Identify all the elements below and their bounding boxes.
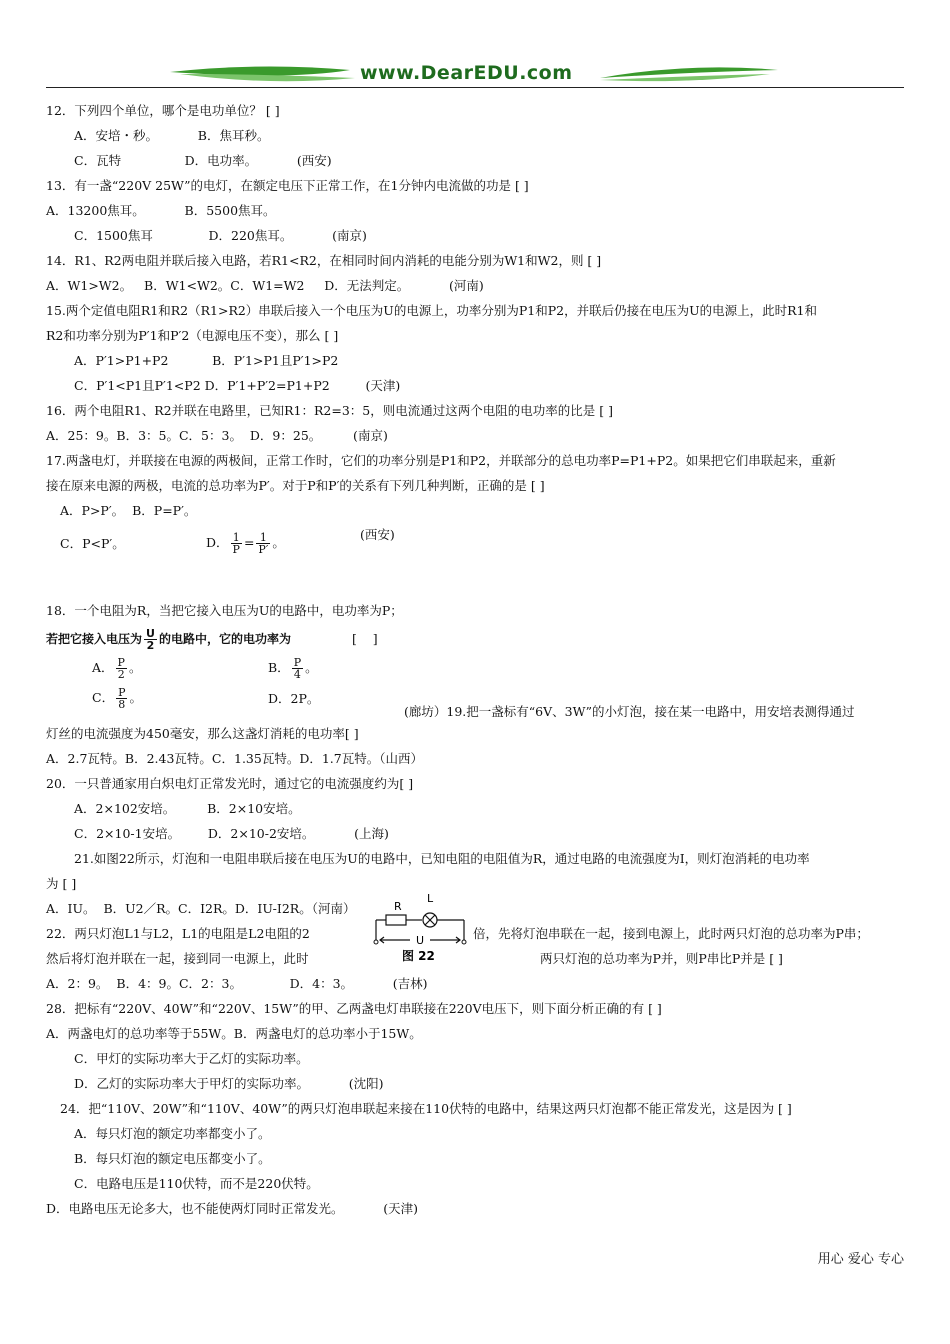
q17-source: (西安)	[360, 527, 395, 542]
fraction-1-over-p-prime: $\frac{1}{P'}$	[258, 531, 269, 556]
q22-stem-1: 22．两只灯泡L1与L2，L1的电阻是L2电阻的2	[46, 926, 310, 941]
figure-caption: 图 22	[402, 949, 435, 963]
q18-option-d: D．2P。	[268, 691, 320, 706]
q19-stem-2: 灯丝的电流强度为450毫安，那么这盏灯消耗的电功率[ ]	[46, 726, 359, 741]
q18-option-b: B． $\frac{P}{4}$ 。	[268, 656, 318, 681]
q14-stem: 14．R1、R2两电阻并联后接入电路，若R1<R2，在相同时间内消耗的电能分别为W1和W2，则 [ ]	[46, 253, 602, 268]
voltage-label: U	[416, 934, 425, 947]
q20-options-cd: C．2×10-1安培。 D．2×10-2安培。 (上海)	[74, 826, 389, 841]
q13-stem: 13．有一盏“220V 25W”的电灯，在额定电压下正常工作，在1分钟内电流做的功是 [ ]	[46, 178, 529, 193]
fraction-u-over-2: $\frac{U}{2}$	[146, 627, 155, 652]
q18-answer-bracket: [ ]	[352, 631, 378, 646]
q17-stem-2: 接在原来电源的两极，电流的总功率为P′。对于P和P′的关系有下列几种判断，正确的是 [ ]	[46, 478, 545, 493]
q12-stem: 12．下列四个单位，哪个是电功单位？ [ ]	[46, 103, 280, 118]
logo-text: www.DearEDU.com	[360, 62, 573, 84]
q12-options-cd: C．瓦特 D．电功率。 (西安)	[74, 153, 332, 168]
q22-options: A．2：9。 B．4：9。C．2：3。 D．4：3。 (吉林)	[46, 976, 428, 991]
q22-stem-2: 然后将灯泡并联在一起，接到同一电源上，此时	[46, 951, 309, 966]
site-logo	[170, 60, 780, 88]
q13-options-cd: C．1500焦耳 D．220焦耳。 (南京)	[74, 228, 367, 243]
q24-option-c: C．电路电压是110伏特，而不是220伏特。	[74, 1176, 319, 1191]
q18-option-c: C． $\frac{P}{8}$ 。	[92, 686, 142, 711]
q17-options-ab: A．P>P′。 B．P=P′。	[60, 503, 197, 518]
q18-stem-2: 若把它接入电压为 $\frac{U}{2}$ 的电路中，它的电功率为	[46, 627, 291, 652]
q20-options-ab: A．2×102安培。 B．2×10安培。	[74, 801, 301, 816]
q22-stem-2-continued: 两只灯泡的总功率为P并，则P串比P并是 [ ]	[540, 951, 783, 966]
q14-options: A．W1>W2。 B．W1<W2。C．W1=W2 D．无法判定。 (河南)	[46, 278, 484, 293]
q15-stem-1: 15.两个定值电阻R1和R2（R1>R2）串联后接入一个电压为U的电源上，功率分别为P1和P2，并联后仍接在电压为U的电源上，此时R1和	[46, 303, 817, 318]
q12-options-ab: A．安培・秒。 B．焦耳秒。	[74, 128, 270, 143]
q22-stem-1-continued: 倍，先将灯泡串联在一起，接到电源上，此时两只灯泡的总功率为P串；	[473, 926, 869, 941]
q19-stem-1: (廊坊）19.把一盏标有“6V、3W”的小灯泡，接在某一电路中，用安培表测得通过	[404, 704, 855, 719]
q17-option-d: D． $\frac{1}{P}$ = $\frac{1}{P'}$ 。	[206, 531, 285, 556]
q28-option-d: D．乙灯的实际功率大于甲灯的实际功率。 (沈阳)	[74, 1076, 384, 1091]
q15-options-ab: A．P′1>P1+P2 B．P′1>P1且P′1>P2	[74, 353, 339, 368]
resistor-label: R	[394, 900, 402, 913]
q19-options: A．2.7瓦特。B．2.43瓦特。C．1.35瓦特。D．1.7瓦特。（山西）	[46, 751, 423, 766]
q20-stem: 20．一只普通家用白炽电灯正常发光时，通过它的电流强度约为[ ]	[46, 776, 414, 791]
fraction-1-over-p: $\frac{1}{P}$	[232, 531, 240, 556]
q18-option-a: A． $\frac{P}{2}$ 。	[92, 656, 142, 681]
q21-stem-2: 为 [ ]	[46, 876, 77, 891]
q28-option-c: C．甲灯的实际功率大于乙灯的实际功率。	[74, 1051, 309, 1066]
q15-stem-2: R2和功率分别为P′1和P′2（电源电压不变），那么 [ ]	[46, 328, 339, 343]
q17-option-c: C．P<P′。	[60, 536, 125, 551]
q16-options: A．25：9。B．3：5。C．5：3。 D．9：25。 (南京)	[46, 428, 388, 443]
q24-stem: 24．把“110V、20W”和“110V、40W”的两只灯泡串联起来接在110伏特的电路中，结果这两只灯泡都不能正常发光，这是因为 [ ]	[60, 1101, 792, 1116]
circuit-diagram-figure-22	[372, 890, 472, 964]
q24-option-d: D．电路电压无论多大，也不能使两灯同时正常发光。 (天津)	[46, 1201, 419, 1216]
header-divider	[46, 87, 904, 88]
q15-options-cd: C．P′1<P1且P′1<P2 D．P′1+P′2=P1+P2 (天津)	[74, 378, 401, 393]
q16-stem: 16．两个电阻R1、R2并联在电路里，已知R1：R2=3：5，则电流通过这两个电阻的电功率的比是 [ ]	[46, 403, 613, 418]
footer-slogan: 用心 爱心 专心	[817, 1252, 904, 1267]
q21-options: A．IU。 B．U2／R。C．I2R。D．IU-I2R。（河南）	[46, 901, 356, 916]
q24-option-b: B．每只灯泡的额定电压都变小了。	[74, 1151, 271, 1166]
q17-stem-1: 17.两盏电灯，并联接在电源的两极间，正常工作时，它们的功率分别是P1和P2，并联部分的总电功率P=P1+P2。如果把它们串联起来，重新	[46, 453, 836, 468]
q28-stem: 28．把标有“220V、40W”和“220V、15W”的甲、乙两盏电灯串联接在220V电压下，则下面分析正确的有 [ ]	[46, 1001, 662, 1016]
q21-stem-1: 21.如图22所示，灯泡和一电阻串联后接在电压为U的电路中，已知电阻的电阻值为R，通过电路的电流强度为I，则灯泡消耗的电功率	[74, 851, 810, 866]
q28-options-ab: A．两盏电灯的总功率等于55W。B．两盏电灯的总功率小于15W。	[46, 1026, 422, 1041]
q18-stem: 18．一个电阻为R，当把它接入电压为U的电路中，电功率为P；	[46, 603, 403, 618]
q24-option-a: A．每只灯泡的额定功率都变小了。	[74, 1126, 271, 1141]
q13-options-ab: A．13200焦耳。 B．5500焦耳。	[46, 203, 276, 218]
lamp-label: L	[427, 892, 434, 905]
